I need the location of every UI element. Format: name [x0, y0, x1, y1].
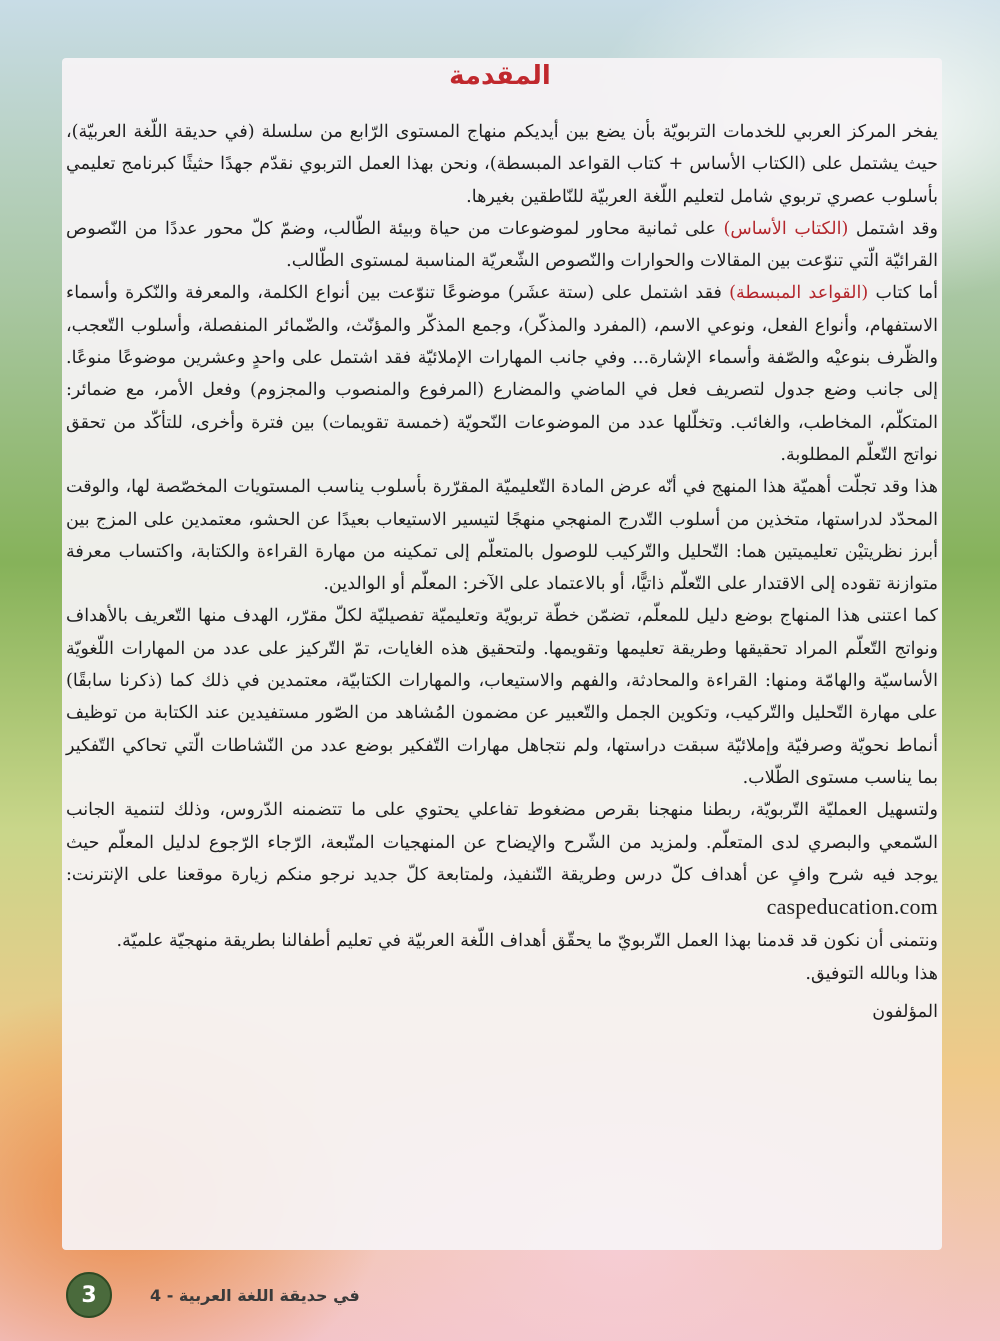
paragraph-intro: [66, 116, 938, 213]
paragraph-closing-blessing: [66, 958, 938, 990]
page-footer: [66, 1271, 360, 1319]
series-name: في حديقة اللغة العربية - 4: [150, 1285, 360, 1305]
highlighted-book-name: (الكتاب الأساس): [723, 218, 849, 239]
paragraph-closing-wish: [66, 925, 938, 957]
paragraph-text: ونتمنى أن نكون قد قدمنا بهذا العمل التّربويّ ما يحقّق أهداف اللّغة العربيّة في تعليم أطفالنا بطريقة منهجيّة علميّة.: [116, 931, 938, 952]
intro-body: [66, 116, 938, 1028]
paragraph-text: ولتسهيل العمليّة التّربويّة، ربطنا منهجنا بقرص مضغوط تفاعلي يحتوي على ما تتضمنه الدّروس، وذلك لتنمية الجانب السّمعي والبصري لدى المتعلّم. ولمزيد من الشّرح والإيضاح عن المنهجيات المتّبعة، الرّجاء الرّجوع لدليل المعلّم حيث يوجد فيه شرح وافٍ عن أهداف كلّ درس وطريقة التّنفيذ، ولمتابعة كلّ جديد نرجو منكم زيارة موقعنا على الإنترنت:: [66, 800, 938, 885]
paragraph-text: يفخر المركز العربي للخدمات التربويّة بأن يضع بين أيديكم منهاج المستوى الرّابع من سلسلة (في حديقة اللّغة العربيّة)، حيث يشتمل على (الكتاب الأساس + كتاب القواعد المبسطة)، ونحن بهذا العمل التربوي نقدّم جهدًا حثيثًا كبرنامج تعليمي بأسلوب عصري تربوي شامل لتعليم اللّغة العربيّة للنّاطقين بغيرها.: [66, 122, 938, 207]
paragraph-importance: [66, 471, 938, 600]
paragraph-main-book: [66, 213, 938, 278]
website-link[interactable]: caspeducation.com: [766, 894, 938, 920]
page-title: المقدمة: [449, 61, 551, 91]
paragraph-text: وقد اشتمل: [848, 218, 938, 239]
paragraph-text: هذا وبالله التوفيق.: [805, 963, 938, 984]
page-number-badge: 3: [66, 1272, 112, 1318]
paragraph-authors: [66, 996, 938, 1028]
paragraph-text: على ثمانية محاور لموضوعات من حياة وبيئة الطّالب، وضمّ كلّ محور عددًا من النّصوص القرائيّة الّتي تنوّعت بين المقالات والحوارات والنّصوص الشّعريّة المناسبة لمستوى الطّالب.: [66, 218, 938, 272]
paragraph-text: فقد اشتمل على (ستة عشَر) موضوعًا تنوّعت بين أنواع الكلمة، والمعرفة والنّكرة وأسماء الاستفهام، وأنواع الفعل، ونوعي الاسم، (المفرد والمذكّر)، وجمع المذكّر والمؤنّث، والضّمائر المنفصلة، وأسلوب التّعجب، والظّرف بنوعيْه والصّفة وأسماء الإشارة... وفي جانب المهارات الإملائيّة فقد اشتمل على واحدٍ وعشرين موضوعًا منوعًا. إلى جانب وضع جدول لتصريف فعل في الماضي والمضارع (المرفوع والمنصوب والمجزوم) وفعل الأمر، مع ضمائر: المتكلّم، المخاطب، والغائب. وتخلّلها عدد من الموضوعات النّحويّة (خمسة تقويمات) بين فترة وأخرى، للتأكّد من تحقق نواتج التّعلّم المطلوبة.: [66, 283, 938, 465]
paragraph-teacher-guide: [66, 600, 938, 794]
highlighted-book-name: (القواعد المبسطة): [729, 283, 869, 304]
authors-signature: المؤلفون: [872, 1002, 938, 1023]
paragraph-grammar-book: [66, 277, 938, 471]
paragraph-text: كما اعتنى هذا المنهاج بوضع دليل للمعلّم، تضمّن خطّة تربويّة وتعليميّة تفصيليّة لكلّ مقرّر، الهدف منها التّعريف بالأهداف ونواتج التّعلّم المراد تحقيقها وطريقة تعليمها وتقويمها. ولتحقيق هذه الغايات، تمّ التّركيز على عدد من المهارات اللّغويّة الأساسيّة والهامّة ومنها: القراءة والمحادثة، والفهم والاستيعاب، والمهارات الكتابيّة، معتمدين في ذلك كما (ذكرنا سابقًا) على مهارة التّحليل والتّركيب، وتكوين الجمل والتّعبير عن مضمون المُشاهد من الصّور مستفيدين عند الكتابة من توظيف أنماط نحويّة وصرفيّة وإملائيّة سبقت دراستها، ولم نتجاهل مهارات التّفكير بوضع عدد من النّشاطات الّتي تحاكي التّفكير بما يناسب مستوى الطّلاب.: [66, 606, 938, 788]
paragraph-text: أما كتاب: [868, 283, 939, 304]
paragraph-cd-website: [66, 794, 938, 925]
paragraph-text: هذا وقد تجلّت أهميّة هذا المنهج في أنّه عرض المادة التّعليميّة المقرّرة بأسلوب يناسب المستويات المخصّصة لها، والوقت المحدّد لدراستها، متخذين من أسلوب التّدرج المنهجي منهجًا لتيسير الاستيعاب بعيدًا عن الحشو، معتمدين على المزج بين أبرز نظريتيْن تعليميتين هما: التّحليل والتّركيب للوصول بالمتعلّم إلى تمكينه من مهارة القراءة والكتابة، واكتساب معرفة متوازنة تقوده إلى الاقتدار على التّعلّم ذاتيًّا، أو بالاعتماد على الآخر: المعلّم أو الوالدين.: [66, 477, 938, 595]
